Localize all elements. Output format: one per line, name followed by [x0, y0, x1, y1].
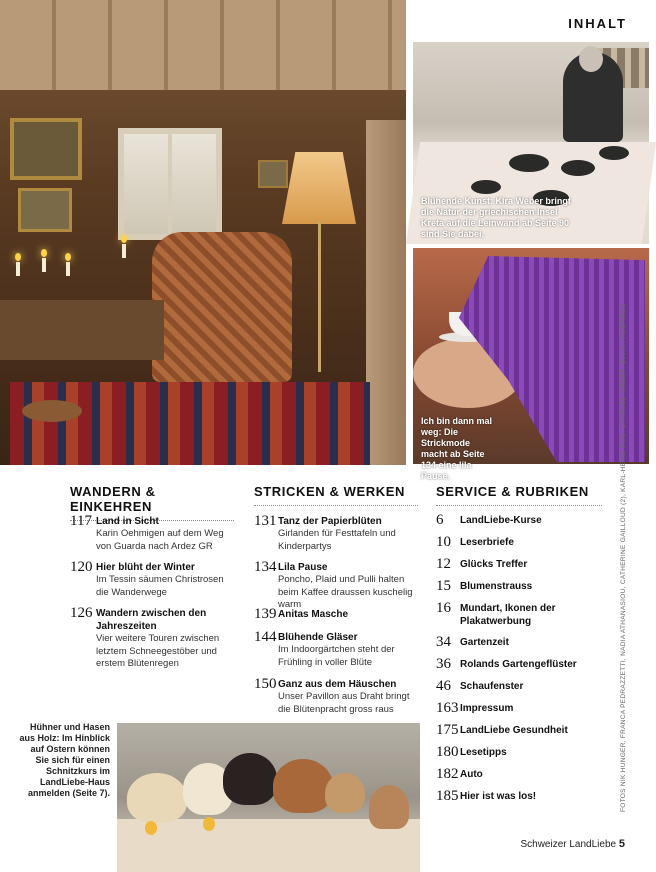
flower-blot	[561, 160, 595, 176]
page-number: 163	[436, 700, 459, 716]
candle	[16, 262, 20, 276]
armchair	[152, 232, 292, 382]
page-title: INHALT	[568, 16, 627, 31]
painting-frame	[10, 118, 82, 180]
toc-entry[interactable]	[436, 788, 602, 808]
toc-entry[interactable]	[436, 556, 602, 576]
wooden-hen	[273, 759, 333, 813]
wooden-hen	[223, 753, 277, 805]
page-number: 120	[70, 559, 93, 575]
entry-title: Ganz aus dem Häuschen	[278, 679, 397, 690]
toc-entry[interactable]	[436, 744, 602, 764]
magazine-name: Schweizer LandLiebe	[520, 839, 617, 850]
toc-entry[interactable]	[254, 629, 424, 669]
entry-title: Lesetipps	[460, 747, 507, 758]
flower-blot	[509, 154, 549, 172]
candle-flame	[15, 253, 21, 261]
wooden-hen	[325, 773, 365, 813]
page-number: 117	[70, 513, 92, 529]
entry-title: LandLiebe Gesundheit	[460, 725, 568, 736]
toc-entry[interactable]	[436, 700, 602, 720]
candle-flame	[121, 235, 127, 243]
candle	[42, 258, 46, 272]
entry-description: Poncho, Plaid und Pulli halten beim Kaffee draussen kuschelig warm	[278, 574, 413, 610]
page-number: 134	[254, 559, 277, 575]
stool	[22, 400, 82, 422]
toc-entry[interactable]	[254, 676, 424, 716]
lamp-pole	[318, 222, 321, 372]
wooden-door	[366, 120, 406, 465]
entry-title: Auto	[460, 769, 483, 780]
page-number: 12	[436, 556, 451, 572]
photo-credits-text: FOTOS NIK HUNGER, FRANCA PEDRAZZETTI, NADIA ATHANASIOU, CATHERINE GAILLOUD (2), KARL-HEINZ HUG, CHARLES WEBER, ELLIN ANDEREGG	[620, 303, 627, 812]
wooden-chick	[145, 821, 157, 835]
rustic-living-room-photo	[0, 0, 406, 465]
candle-flame	[41, 249, 47, 257]
page-number: 139	[254, 606, 277, 622]
entry-title: Glücks Treffer	[460, 559, 528, 570]
toc-entry[interactable]	[436, 766, 602, 786]
wooden-table	[0, 300, 164, 360]
entry-title: Mundart, Ikonen der Plakatwerbung	[460, 603, 556, 627]
entry-title: Anitas Masche	[278, 609, 349, 620]
entry-title: Tanz der Papierblüten	[278, 516, 382, 527]
blanket-caption: Ich bin dann mal weg: Die Strickmode macht ab Seite 134 eine lila Pause.	[421, 416, 493, 481]
page-number: 185	[436, 788, 459, 804]
heading-stricken: STRICKEN & WERKEN	[254, 484, 418, 506]
page-number: 182	[436, 766, 459, 782]
page-number: 36	[436, 656, 451, 672]
entry-description: Vier weitere Touren zwischen letztem Schneegestöber und erstem Blütenregen	[96, 633, 220, 669]
toc-entry[interactable]	[254, 606, 424, 626]
entry-title: Schaufenster	[460, 681, 524, 692]
heading-service: SERVICE & RUBRIKEN	[436, 484, 602, 506]
entry-description: Im Indoorgärtchen steht der Frühling in voller Blüte	[278, 644, 395, 668]
entry-title: Blumenstrauss	[460, 581, 533, 592]
entry-title: Impressum	[460, 703, 514, 714]
photo-credits	[606, 303, 636, 815]
lamp-shade	[282, 152, 356, 224]
entry-title: Hier ist was los!	[460, 791, 537, 802]
toc-entry[interactable]	[436, 656, 602, 676]
painter-head	[579, 46, 603, 72]
entry-title: Lila Pause	[278, 562, 328, 573]
entry-description: Im Tessin säumen Christrosen die Wanderwege	[96, 574, 224, 598]
page-number: 6	[436, 512, 444, 528]
page-number: 16	[436, 600, 451, 616]
entry-description: Unser Pavillon aus Draht bringt die Blütenpracht gross raus	[278, 691, 410, 715]
painting-frame	[258, 160, 288, 188]
heading-wandern: WANDERN & EINKEHREN	[70, 484, 234, 521]
toc-entry[interactable]	[436, 512, 602, 532]
entry-description: Girlanden für Festtafeln und Kinderpartys	[278, 528, 396, 552]
painter-photo	[413, 42, 649, 244]
toc-entry[interactable]	[436, 534, 602, 554]
entry-title: LandLiebe-Kurse	[460, 515, 542, 526]
page-number: 46	[436, 678, 451, 694]
wooden-chick	[203, 817, 215, 831]
toc-entry[interactable]	[436, 722, 602, 742]
candle-flame	[65, 253, 71, 261]
page-number: 34	[436, 634, 451, 650]
entry-title: Hier blüht der Winter	[96, 562, 195, 573]
toc-entry[interactable]	[436, 578, 602, 598]
page-number: 131	[254, 513, 277, 529]
entry-title: Land in Sicht	[96, 516, 159, 527]
entry-title: Leserbriefe	[460, 537, 514, 548]
page-number: 15	[436, 578, 451, 594]
page-number: 126	[70, 605, 93, 621]
window	[118, 128, 222, 240]
candle	[66, 262, 70, 276]
page-number-footer: 5	[618, 838, 625, 850]
toc-entry[interactable]	[436, 634, 602, 654]
toc-entry[interactable]	[70, 605, 242, 671]
page-number: 150	[254, 676, 277, 692]
page-number: 10	[436, 534, 451, 550]
entry-title: Wandern zwischen den Jahreszeiten	[96, 608, 207, 632]
entry-title: Blühende Gläser	[278, 632, 358, 643]
entry-description: Karin Oehmigen auf dem Weg von Guarda nach Ardez GR	[96, 528, 224, 552]
carved-animals-photo	[117, 723, 420, 872]
page-number: 180	[436, 744, 459, 760]
flower-blot	[471, 180, 501, 194]
entry-title: Gartenzeit	[460, 637, 509, 648]
toc-entry[interactable]	[70, 513, 240, 553]
page-number: 144	[254, 629, 277, 645]
entry-title: Rolands Gartengeflüster	[460, 659, 577, 670]
wooden-ceiling	[0, 0, 406, 90]
animals-caption: Hühner und Hasen aus Holz: Im Hinblick auf Ostern können Sie sich für einen Schnitzkurs im LandLiebe-Haus anmelden (Seite 7).	[19, 722, 110, 798]
wooden-hen	[127, 773, 187, 823]
toc-entry[interactable]	[70, 559, 240, 599]
painter-caption: Blühende Kunst: Kira Weber bringt die Natur der griechischen Insel Kreta auf die Leinwand ab Seite 90 sind Sie dabei.	[421, 196, 571, 239]
candle	[122, 244, 126, 258]
painting-frame	[18, 188, 72, 232]
page-number: 175	[436, 722, 459, 738]
toc-entry[interactable]	[254, 513, 424, 553]
wooden-rabbit	[369, 785, 409, 829]
toc-entry[interactable]	[436, 678, 602, 698]
purple-blanket-photo	[413, 248, 649, 481]
flower-blot	[599, 146, 629, 160]
page-footer	[520, 838, 625, 850]
toc-entry[interactable]	[254, 559, 424, 610]
oriental-rug	[10, 382, 370, 465]
toc-entry[interactable]	[436, 600, 602, 630]
